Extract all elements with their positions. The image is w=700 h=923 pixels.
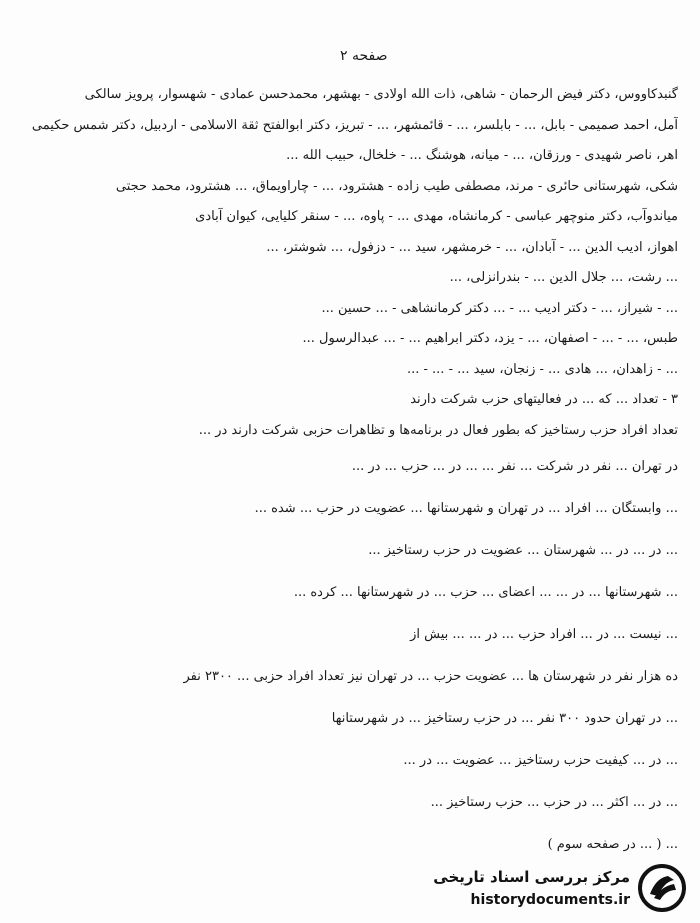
text-line: ... در ... کیفیت حزب رستاخیز ... عضویت ... در ... [403, 753, 678, 768]
watermark-org-name: مرکز بررسی اسناد تاریخی [433, 868, 630, 886]
text-line: ... در ... در ... شهرستان ... عضویت در حزب رستاخیز ... [368, 543, 678, 558]
text-line: ده هزار نفر در شهرستان ها ... عضویت حزب ... در تهران نیز تعداد افراد حزبی ... ۲۳۰۰ نفر [183, 669, 678, 684]
watermark-logo [414, 862, 690, 917]
text-line: میاندوآب، دکتر منوچهر عباسی - کرمانشاه، مهدی ... - پاوه، ... - سنقر کلیایی، کیوان آبادی [195, 209, 678, 224]
text-line: شکی، شهرستانی حائری - مرند، مصطفی طیب زاده - هشترود، ... - چاراویماق، ... هشترود، محمد حجتی [115, 178, 678, 194]
text-line: ... وابستگان ... افراد ... در تهران و شهرستانها ... عضویت در حزب ... شده ... [254, 501, 678, 516]
text-line: ... - زاهدان، ... هادی ... - زنجان، سید ... - ... - ... [406, 361, 678, 377]
text-line: ... شهرستانها ... در ... ... اعضای ... حزب ... در شهرستانها ... کرده ... [293, 585, 678, 600]
watermark-url: historydocuments.ir [470, 892, 630, 908]
text-line: ... نیست ... در ... افراد حزب ... در ... ... بیش از [410, 627, 678, 642]
section-heading: ۳ - تعداد ... که ... در فعالیتهای حزب شرکت دارند [410, 392, 678, 407]
page-number: صفحه ۲ [340, 48, 388, 64]
text-line: اهر، ناصر شهیدی - ورزقان، ... - میانه، هوشنگ ... - خلخال، حبیب الله ... [286, 148, 678, 163]
text-line: تعداد افراد حزب رستاخیز که بطور فعال در برنامه‌ها و تظاهرات حزبی شرکت دارند در ... [198, 422, 678, 438]
text-line: ... ( ... در صفحه سوم ) [547, 837, 678, 852]
text-line: در تهران ... نفر در شرکت ... نفر ... ... در ... حزب ... در ... [351, 459, 678, 474]
text-line: ... - شیراز، ... - دکتر ادیب ... - ... دکتر کرمانشاهی - ... حسین ... [321, 300, 678, 316]
book-icon [638, 864, 686, 912]
text-line: ... در ... اکثر ... در حزب ... حزب رستاخیز ... [430, 795, 678, 810]
text-line: ... در تهران حدود ۳۰۰ نفر ... در حزب رستاخیز ... در شهرستانها [331, 711, 678, 726]
text-line: گنبدکاووس، دکتر فیض الرحمان - شاهی، ذات الله اولادی - بهشهر، محمدحسن عمادی - شهسوار، پرویز سالکی [84, 87, 678, 102]
text-line: آمل، احمد صمیمی - بابل، ... - بابلسر، ... - قائمشهر، ... - تبریز، دکتر ابوالفتح ثقة الاسلامی - اردبیل، دکتر شمس حکیمی [31, 117, 678, 133]
text-line: اهواز، ادیب الدین ... - آبادان، ... - خرمشهر، سید ... - دزفول، ... شوشتر، ... [266, 239, 678, 255]
text-line: طبس، ... - ... - اصفهان، ... - یزد، دکتر ابراهیم ... - ... عبدالرسول ... [302, 331, 678, 346]
handwritten-body [28, 80, 678, 866]
text-line: ... رشت، ... جلال الدین ... - بندرانزلی، ... [449, 270, 678, 285]
